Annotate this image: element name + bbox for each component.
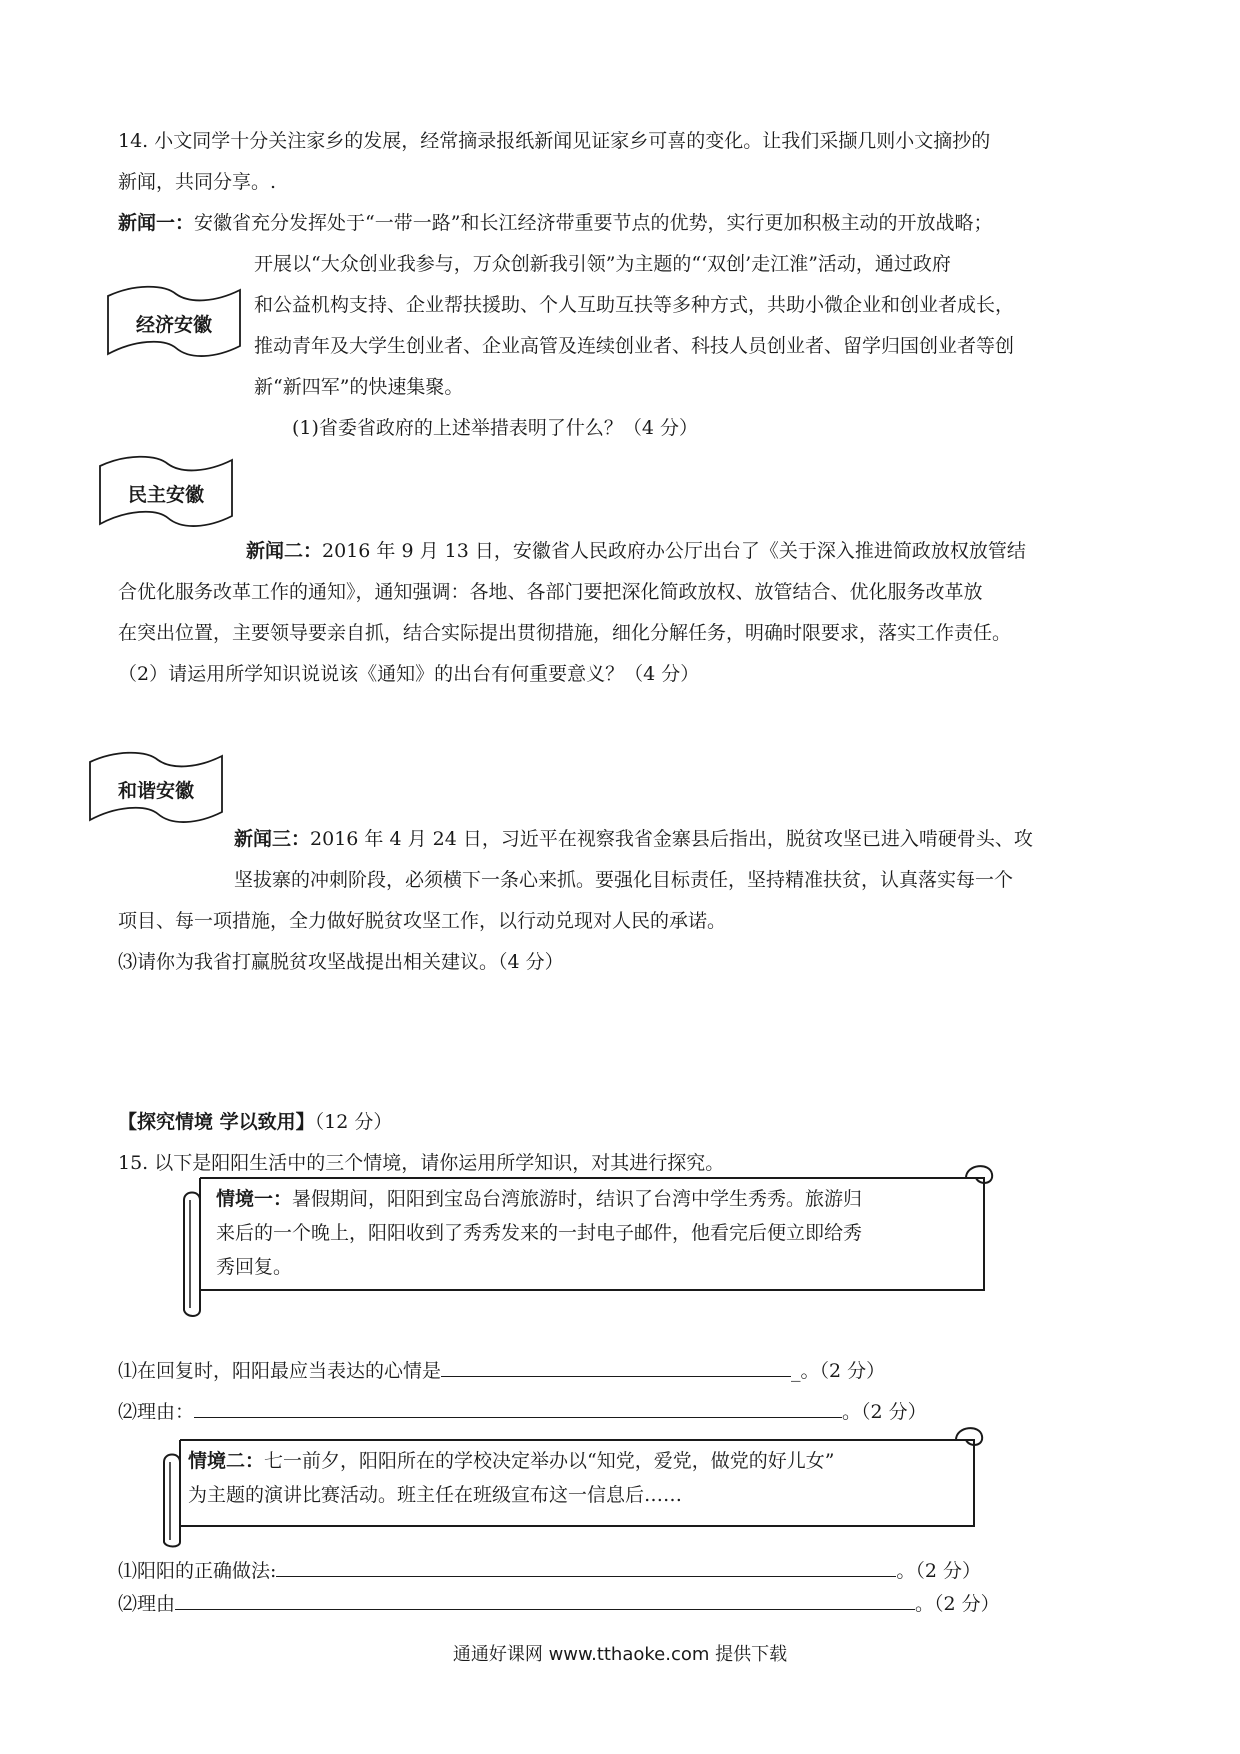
news1-line2: 开展以“大众创业我参与，万众创新我引领”为主题的“‘双创’走江淮”活动，通过政府: [254, 253, 951, 275]
question-3: ⑶请你为我省打赢脱贫攻坚战提出相关建议。（4 分）: [118, 951, 564, 973]
scenario2-question2-end: 。（2 分）: [915, 1593, 1000, 1615]
scenario1-question2-text: ⑵理由：: [118, 1401, 195, 1423]
q15-intro: 15. 以下是阳阳生活中的三个情境，请你运用所学知识，对其进行探究。: [118, 1152, 725, 1174]
news2-line3: 在突出位置，主要领导要亲自抓，结合实际提出贯彻措施，细化分解任务，明确时限要求，落实工作责任。: [118, 622, 1012, 644]
scenario2-text1: 七一前夕，阳阳所在的学校决定举办以“知党，爱党，做党的好儿女”: [264, 1450, 835, 1472]
scenario1-question1-end: _。（2 分）: [791, 1360, 886, 1382]
answer-blank[interactable]: [175, 1591, 915, 1610]
scenario1-question1-text: ⑴在回复时，阳阳最应当表达的心情是: [118, 1360, 442, 1382]
scenario1-scroll: [176, 1160, 996, 1320]
q14-intro-line2: 新闻，共同分享。.: [118, 171, 277, 193]
scenario1-text1: 暑假期间，阳阳到宝岛台湾旅游时，结识了台湾中学生秀秀。旅游归: [292, 1188, 863, 1210]
scenario1-question2: [118, 1397, 927, 1424]
scenario2-question1-end: 。（2 分）: [896, 1560, 982, 1582]
page-footer: 通通好课网 www.tthaoke.com 提供下载: [452, 1644, 788, 1665]
scenario2-line2: 为主题的演讲比赛活动。班主任在班级宣布这一信息后……: [188, 1484, 683, 1506]
banner-harmony: [86, 748, 226, 830]
banner-economy-label: 经济安徽: [135, 314, 212, 336]
banner-economy: [104, 282, 244, 364]
answer-blank[interactable]: [194, 1399, 842, 1418]
news2-label: 新闻二：: [246, 540, 323, 562]
news3-line1: 2016 年 4 月 24 日，习近平在视察我省金寨县后指出，脱贫攻坚已进入啃硬骨头、攻: [310, 828, 1033, 850]
news2-line2: 合优化服务改革工作的通知》，通知强调：各地、各部门要把深化简政放权、放管结合、优化服务改革放: [118, 581, 983, 603]
scenario2-label: 情境二：: [188, 1450, 265, 1472]
scenario1-question2-end: 。（2 分）: [842, 1401, 927, 1423]
news3-first-line: [234, 824, 1033, 851]
news2-line1: 2016 年 9 月 13 日，安徽省人民政府办公厅出台了《关于深入推进简政放权放管结: [322, 540, 1026, 562]
q14-intro-line1: 14. 小文同学十分关注家乡的发展，经常摘录报纸新闻见证家乡可喜的变化。让我们采撷几则小文摘抄的: [118, 130, 991, 152]
news2-first-line: [246, 536, 1026, 563]
scenario2-question1: [118, 1556, 981, 1583]
scenario2-question2-text: ⑵理由: [118, 1593, 176, 1615]
answer-blank[interactable]: [276, 1558, 896, 1577]
news3-line3: 项目、每一项措施，全力做好脱贫攻坚工作，以行动兑现对人民的承诺。: [118, 910, 727, 932]
section-header: [118, 1107, 392, 1134]
news1-line4: 推动青年及大学生创业者、企业高管及连续创业者、科技人员创业者、留学归国创业者等创: [254, 335, 1015, 357]
news1-line5: 新“新四军”的快速集聚。: [254, 376, 464, 398]
news3-line2: 坚拔寨的冲刺阶段，必须横下一条心来抓。要强化目标责任，坚持精准扶贫，认真落实每一个: [234, 869, 1014, 891]
scenario2-question2: [118, 1589, 1000, 1616]
news1-label: 新闻一：: [118, 212, 195, 234]
section-score: （12 分）: [314, 1111, 393, 1133]
news1-first-line: [118, 208, 992, 235]
news3-label: 新闻三：: [234, 828, 311, 850]
scenario1-question1: [118, 1356, 885, 1383]
scenario1-line1: [216, 1182, 862, 1216]
banner-democracy-label: 民主安徽: [127, 484, 204, 506]
scenario1-line3: 秀回复。: [216, 1256, 293, 1278]
scenario2-question1-text: ⑴阳阳的正确做法:: [118, 1560, 277, 1582]
answer-blank[interactable]: [441, 1358, 791, 1377]
news1-line3: 和公益机构支持、企业帮扶援助、个人互助互扶等多种方式，共助小微企业和创业者成长，: [254, 294, 1015, 316]
banner-harmony-label: 和谐安徽: [117, 780, 194, 802]
section-title: 【探究情境 学以致用】: [118, 1111, 315, 1133]
scenario1-label: 情境一：: [216, 1188, 293, 1210]
question-2: （2）请运用所学知识说说该《通知》的出台有何重要意义？（4 分）: [118, 663, 700, 685]
question-1: (1)省委省政府的上述举措表明了什么？（4 分）: [292, 417, 699, 439]
banner-democracy: [96, 452, 236, 534]
news1-line1: 安徽省充分发挥处于“一带一路”和长江经济带重要节点的优势，实行更加积极主动的开放战略；: [194, 212, 993, 234]
scenario2-line1: [188, 1444, 834, 1478]
scenario1-line2: 来后的一个晚上，阳阳收到了秀秀发来的一封电子邮件，他看完后便立即给秀: [216, 1222, 863, 1244]
scenario2-scroll: [156, 1422, 986, 1550]
